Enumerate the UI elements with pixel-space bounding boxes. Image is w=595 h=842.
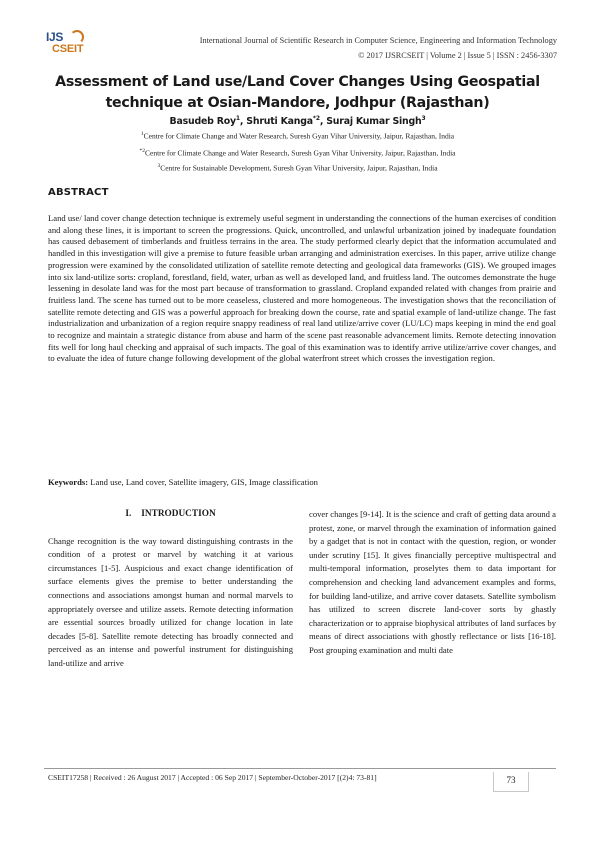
author-sup: 3 xyxy=(421,115,426,122)
author-name: Suraj Kumar Singh xyxy=(326,116,422,128)
keywords-label: Keywords: xyxy=(48,477,89,487)
author-list xyxy=(40,115,555,127)
intro-text-right: cover changes [9-14]. It is the science and craft of getting data around a protest, zone, or marvel through the examination of information gained by a gadget that is not in contact with the question, region, or wonder under scrutiny [15]. It gives financially perceptive multispectral and multi-temporal information, proselytes them to data important for comprehension and checking land advancement examples and forms, for building land-utilize, and arrive cover datasets. Satellite symbolism has utilized to screen discrete land-cover sorts by ghastly characterization or to appraise biophysical attributes of land surfaces by means of direct associations with ghostly reflectance or lists [16-18]. Post grouping examination and multi date xyxy=(309,509,556,655)
logo-bottom-text: CSEIT xyxy=(52,43,84,55)
logo-top-text: IJS xyxy=(46,30,64,44)
section-number: I. xyxy=(125,509,132,519)
author-name: Basudeb Roy xyxy=(169,116,236,128)
keywords xyxy=(48,477,556,489)
affiliation-sup: *2 xyxy=(139,148,145,154)
logo-swoosh-icon xyxy=(70,30,84,44)
author-sup: *2 xyxy=(312,115,320,122)
abstract-body: Land use/ land cover change detection technique is extremely useful segment in understanding the connections of the human exercises of condition and along these lines, it is important to screen the progressions. Quick, uncontrolled, and unlawful urbanization joined by inadequate foundation has caused debasement of timberlands and fruitless terrains in the area. The study performed clearly depict that the information accumulated and handled in this investigation will give a premise to future feasible urban arranging and administration exercises. In this paper, arrive utilize change progression were examined by the consolidated utilization of satellite remote detecting and geological data frameworks (GIS). We grouped images into six land-utilize sorts: cropland, forestland, field, water, urban as well as developed land, and fruitless land. The outcomes demonstrate the huge lessening in desolate land was for the most part because of transformation to grassland. Cropland expanded related with changes from prairie and fruitless land. The scene has turned out to be more ceaseless, clustered and more homogeneous. The investigation shows that the reconciliation of satellite remote detecting and GIS was a powerful approach for breaking down the course, rate and spatial example of land-utilize change. The fast industrialization and urbanization of a region require snappy readiness of real land utilize/arrive cover (LU/LC) maps keeping in mind the end goal to recognize and maintain a strategic distance from abuse and harm of the scene past reasonable advancement limits. Remote detecting innovation fits well for long haul checking and appraisal of such impacts. The goal of this examination was to identify arrive utilize/arrive cover changes, and to evaluate the idea of future change following development of the global waterfront street which crosses the investigation region. xyxy=(48,213,556,364)
abstract-heading: ABSTRACT xyxy=(48,187,109,198)
footer-divider xyxy=(44,768,556,769)
affiliation-sup: 3 xyxy=(157,163,161,169)
affiliation-sup: 1 xyxy=(140,131,144,137)
affiliation-text: Centre for Climate Change and Water Research, Suresh Gyan Vihar University, Jaipur, Rajasthan, India xyxy=(143,131,455,141)
section-title: INTRODUCTION xyxy=(141,509,216,519)
column-left xyxy=(48,508,293,671)
affiliation-text: Centre for Climate Change and Water Research, Suresh Gyan Vihar University, Jaipur, Rajasthan, India xyxy=(144,148,456,158)
author-separator: , xyxy=(239,116,247,128)
journal-name: International Journal of Scientific Research in Computer Science, Engineering and Information Technology xyxy=(199,36,557,45)
author-name: Shruti Kanga xyxy=(246,116,313,128)
section-heading xyxy=(48,508,293,522)
affiliation xyxy=(40,131,555,141)
author-separator: , xyxy=(319,116,327,128)
affiliation xyxy=(40,163,555,173)
affiliation xyxy=(40,148,555,158)
intro-text-left: Change recognition is the way toward distinguishing contrasts in the condition of a protest or marvel by watching it at various circumstances [1-5]. Auspicious and exact change identification of surface elements gives the premise to better understanding the connections and associations amongst human and normal marvels to appropriately oversee and utilize assets. Remote detecting information are essential sources broadly utilized for change location in late decades [5-8]. Satellite remote detecting has broadly connected and perceived as an intense and powerful instrument for distinguishing land-utilize and arrive xyxy=(48,535,293,668)
affiliation-text: Centre for Sustainable Development, Suresh Gyan Vihar University, Jaipur, Rajasthan, India xyxy=(160,163,438,173)
author-sup: 1 xyxy=(235,115,240,122)
footer-citation: CSEIT17258 | Received : 26 August 2017 | Accepted : 06 Sep 2017 | September-October-2017 [(2)4: 73-81] xyxy=(48,773,377,782)
column-right xyxy=(309,508,556,658)
paper-title-line1: Assessment of Land use/Land Cover Changes Using Geospatial xyxy=(55,74,540,90)
page-number: 73 xyxy=(493,772,529,792)
keywords-list: Land use, Land cover, Satellite imagery, GIS, Image classification xyxy=(88,477,318,487)
journal-logo xyxy=(46,30,98,62)
journal-meta: © 2017 IJSRCSEIT | Volume 2 | Issue 5 | ISSN : 2456-3307 xyxy=(358,51,557,60)
paper-title-line2: technique at Osian-Mandore, Jodhpur (Rajasthan) xyxy=(105,95,490,111)
